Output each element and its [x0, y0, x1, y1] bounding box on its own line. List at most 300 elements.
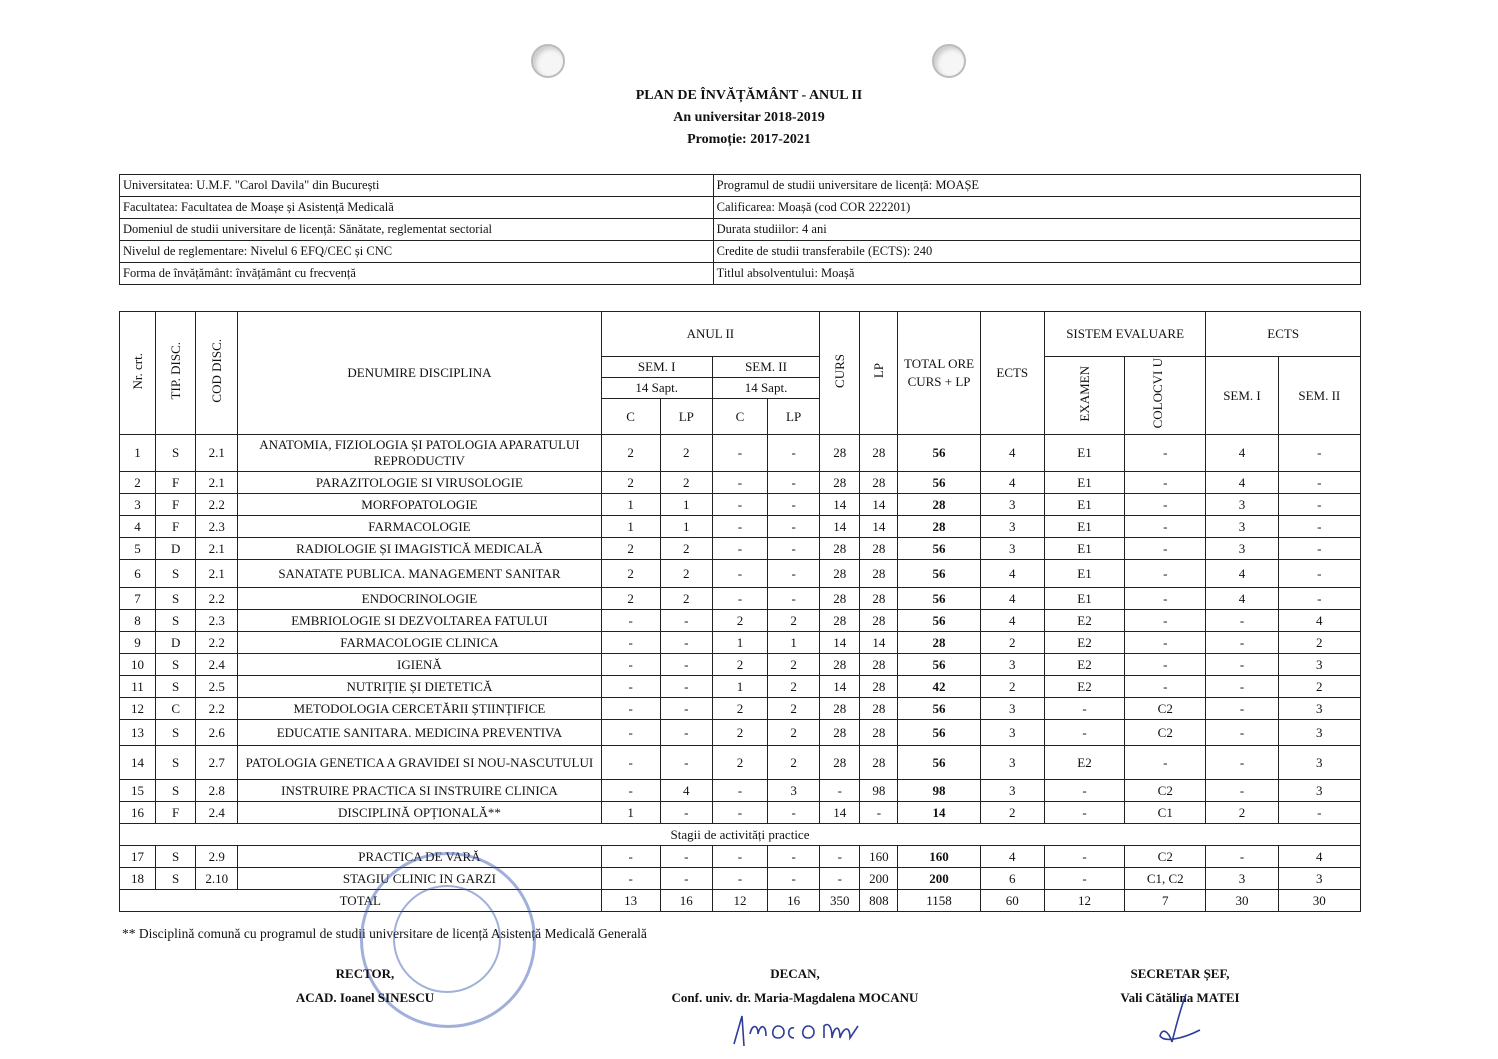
cell-curs: 14	[820, 516, 860, 538]
cell-cod: 2.3	[196, 610, 238, 632]
table-row	[120, 746, 1361, 780]
cell-ects: 4	[980, 472, 1044, 494]
cell-cod: 2.1	[196, 560, 238, 588]
cell-nr: 12	[120, 698, 156, 720]
cell-curs: -	[820, 846, 860, 868]
cell-sem2-c: 2	[712, 654, 767, 676]
cell-lp: 28	[860, 435, 898, 472]
table-row	[120, 676, 1361, 698]
cell-sem1-lp: -	[660, 720, 712, 746]
cell-colocviu: C2	[1125, 698, 1206, 720]
cell-total: 56	[898, 588, 980, 610]
cell-sem2-lp: -	[768, 538, 820, 560]
cell-denumire: ANATOMIA, FIZIOLOGIA ȘI PATOLOGIA APARATULUI REPRODUCTIV	[238, 435, 601, 472]
cell-lp: 28	[860, 654, 898, 676]
cell-sem2-c: 2	[712, 698, 767, 720]
cell-sem2-c: -	[712, 588, 767, 610]
cell-nr: 11	[120, 676, 156, 698]
cell-ects: 3	[980, 780, 1044, 802]
cell-examen: E1	[1044, 516, 1124, 538]
col-ects-sem2: SEM. II	[1278, 357, 1360, 435]
total-cell-curs: 350	[820, 890, 860, 912]
cell-sem2-lp: -	[768, 846, 820, 868]
decan-signature-block	[640, 966, 950, 1006]
cell-colocviu: -	[1125, 610, 1206, 632]
stagii-row	[120, 824, 1361, 846]
cell-sem1-lp: -	[660, 802, 712, 824]
cell-cod: 2.8	[196, 780, 238, 802]
cell-sem1-lp: 1	[660, 516, 712, 538]
cell-sem1-lp: -	[660, 698, 712, 720]
cell-examen: E1	[1044, 472, 1124, 494]
info-row	[120, 241, 1361, 263]
cell-sem2-lp: -	[768, 494, 820, 516]
cell-cod: 2.6	[196, 720, 238, 746]
doc-subtitle-promotion: Promoție: 2017-2021	[687, 132, 811, 147]
cell-ects-sem1: 3	[1206, 868, 1278, 890]
cell-sem2-c: -	[712, 846, 767, 868]
cell-nr: 18	[120, 868, 156, 890]
cell-curs: 28	[820, 435, 860, 472]
cell-lp: 98	[860, 780, 898, 802]
cell-total: 56	[898, 560, 980, 588]
cell-ects-sem2: 4	[1278, 846, 1360, 868]
cell-total: 56	[898, 654, 980, 676]
cell-tip: S	[156, 435, 196, 472]
cell-sem1-c: -	[601, 780, 660, 802]
col-sistem-evaluare: SISTEM EVALUARE	[1044, 312, 1206, 357]
cell-nr: 3	[120, 494, 156, 516]
cell-ects: 3	[980, 516, 1044, 538]
col-denumire: DENUMIRE DISCIPLINA	[238, 312, 601, 435]
cell-sem2-c: -	[712, 538, 767, 560]
rector-title: RECTOR,	[335, 966, 395, 981]
cell-colocviu: -	[1125, 538, 1206, 560]
footnote: ** Disciplină comună cu programul de studii universitare de licență Asistență Medicală Generală	[122, 926, 647, 941]
cell-lp: 14	[860, 632, 898, 654]
cell-colocviu: C1	[1125, 802, 1206, 824]
info-row	[120, 175, 1361, 197]
cell-ects-sem2: 3	[1278, 720, 1360, 746]
table-row	[120, 494, 1361, 516]
col-sem1-lp: LP	[660, 399, 712, 435]
cell-colocviu: -	[1125, 588, 1206, 610]
cell-sem1-lp: -	[660, 868, 712, 890]
cell-nr: 8	[120, 610, 156, 632]
cell-colocviu: -	[1125, 516, 1206, 538]
total-label: TOTAL	[120, 890, 602, 912]
cell-sem1-lp: 1	[660, 494, 712, 516]
cell-ects: 3	[980, 720, 1044, 746]
cell-ects-sem1: 3	[1206, 494, 1278, 516]
cell-sem1-c: -	[601, 676, 660, 698]
cell-cod: 2.7	[196, 746, 238, 780]
table-row	[120, 472, 1361, 494]
cell-sem2-lp: 2	[768, 746, 820, 780]
cell-ects: 3	[980, 746, 1044, 780]
cell-lp: 160	[860, 846, 898, 868]
info-row	[120, 219, 1361, 241]
secretar-name: Vali Cătălina MATEI	[1120, 990, 1240, 1005]
cell-sem1-c: -	[601, 654, 660, 676]
cell-sem2-c: -	[712, 472, 767, 494]
table-row	[120, 516, 1361, 538]
cell-sem1-lp: -	[660, 632, 712, 654]
cell-sem1-c: 2	[601, 538, 660, 560]
table-row	[120, 846, 1361, 868]
cell-sem1-c: -	[601, 632, 660, 654]
cell-sem2-lp: -	[768, 802, 820, 824]
cell-sem2-lp: 3	[768, 780, 820, 802]
cell-sem2-c: -	[712, 516, 767, 538]
cell-cod: 2.10	[196, 868, 238, 890]
cell-ects: 4	[980, 846, 1044, 868]
cell-total: 14	[898, 802, 980, 824]
cell-colocviu: C2	[1125, 720, 1206, 746]
cell-examen: E1	[1044, 538, 1124, 560]
info-right-cell: Calificarea: Moașă (cod COR 222201)	[713, 197, 1360, 219]
cell-nr: 7	[120, 588, 156, 610]
cell-examen: -	[1044, 802, 1124, 824]
punch-hole-right	[932, 44, 966, 78]
cell-cod: 2.3	[196, 516, 238, 538]
cell-cod: 2.1	[196, 435, 238, 472]
cell-denumire: RADIOLOGIE ȘI IMAGISTICĂ MEDICALĂ	[238, 538, 601, 560]
cell-ects-sem1: 4	[1206, 588, 1278, 610]
total-cell-sem2-lp: 16	[768, 890, 820, 912]
cell-denumire: PRACTICA DE VARĂ	[238, 846, 601, 868]
cell-examen: E2	[1044, 746, 1124, 780]
cell-ects-sem2: -	[1278, 435, 1360, 472]
col-nr: Nr. crt.	[120, 312, 156, 435]
cell-ects-sem2: 2	[1278, 676, 1360, 698]
col-sem2-lp: LP	[768, 399, 820, 435]
cell-curs: -	[820, 868, 860, 890]
cell-denumire: FARMACOLOGIE CLINICA	[238, 632, 601, 654]
cell-ects-sem1: -	[1206, 720, 1278, 746]
cell-total: 160	[898, 846, 980, 868]
cell-ects-sem1: -	[1206, 632, 1278, 654]
total-cell-ects-sem1: 30	[1206, 890, 1278, 912]
cell-sem2-lp: 1	[768, 632, 820, 654]
cell-tip: S	[156, 588, 196, 610]
cell-sem1-lp: 2	[660, 435, 712, 472]
cell-ects-sem1: 2	[1206, 802, 1278, 824]
cell-curs: 28	[820, 610, 860, 632]
col-ects-group: ECTS	[1206, 312, 1361, 357]
cell-ects: 4	[980, 560, 1044, 588]
cell-sem2-lp: -	[768, 560, 820, 588]
cell-nr: 13	[120, 720, 156, 746]
cell-curs: 14	[820, 802, 860, 824]
cell-ects-sem1: 3	[1206, 516, 1278, 538]
info-left-cell: Domeniul de studii universitare de licență: Sănătate, reglementat sectorial	[120, 219, 714, 241]
table-row	[120, 802, 1361, 824]
cell-tip: S	[156, 654, 196, 676]
table-row	[120, 868, 1361, 890]
cell-nr: 5	[120, 538, 156, 560]
cell-total: 56	[898, 698, 980, 720]
cell-sem1-c: 1	[601, 516, 660, 538]
info-table	[119, 174, 1361, 285]
cell-cod: 2.2	[196, 698, 238, 720]
cell-nr: 14	[120, 746, 156, 780]
cell-total: 28	[898, 632, 980, 654]
cell-examen: E2	[1044, 632, 1124, 654]
cell-sem1-c: -	[601, 610, 660, 632]
cell-nr: 9	[120, 632, 156, 654]
cell-tip: S	[156, 720, 196, 746]
cell-sem2-lp: 2	[768, 698, 820, 720]
secretar-title: SECRETAR ȘEF,	[1130, 966, 1230, 981]
cell-cod: 2.2	[196, 588, 238, 610]
cell-cod: 2.2	[196, 632, 238, 654]
cell-sem1-lp: 2	[660, 472, 712, 494]
table-row	[120, 588, 1361, 610]
table-row	[120, 560, 1361, 588]
cell-sem2-lp: -	[768, 588, 820, 610]
doc-title: PLAN DE ÎNVĂȚĂMÂNT - ANUL II	[635, 88, 863, 103]
cell-examen: E1	[1044, 588, 1124, 610]
cell-cod: 2.5	[196, 676, 238, 698]
cell-curs: 28	[820, 588, 860, 610]
cell-nr: 10	[120, 654, 156, 676]
col-sem2: SEM. II	[712, 357, 819, 378]
table-row	[120, 538, 1361, 560]
cell-ects-sem2: 3	[1278, 654, 1360, 676]
cell-curs: 28	[820, 720, 860, 746]
info-row	[120, 197, 1361, 219]
cell-sem1-lp: -	[660, 610, 712, 632]
cell-ects-sem1: -	[1206, 676, 1278, 698]
cell-examen: E1	[1044, 435, 1124, 472]
cell-ects-sem2: 3	[1278, 746, 1360, 780]
cell-examen: E2	[1044, 610, 1124, 632]
cell-sem1-c: 2	[601, 435, 660, 472]
info-left-cell: Facultatea: Facultatea de Moașe și Asistență Medicală	[120, 197, 714, 219]
cell-denumire: SANATATE PUBLICA. MANAGEMENT SANITAR	[238, 560, 601, 588]
cell-examen: E1	[1044, 560, 1124, 588]
cell-curs: 28	[820, 746, 860, 780]
cell-curs: 14	[820, 494, 860, 516]
cell-ects-sem2: 4	[1278, 610, 1360, 632]
cell-lp: 14	[860, 516, 898, 538]
table-row	[120, 632, 1361, 654]
cell-cod: 2.4	[196, 654, 238, 676]
decan-name: Conf. univ. dr. Maria-Magdalena MOCANU	[671, 990, 919, 1005]
cell-cod: 2.4	[196, 802, 238, 824]
cell-lp: 28	[860, 560, 898, 588]
cell-ects-sem1: -	[1206, 654, 1278, 676]
cell-denumire: PARAZITOLOGIE SI VIRUSOLOGIE	[238, 472, 601, 494]
cell-total: 98	[898, 780, 980, 802]
cell-ects-sem1: -	[1206, 780, 1278, 802]
cell-ects-sem1: -	[1206, 698, 1278, 720]
total-cell-sem2-c: 12	[712, 890, 767, 912]
cell-denumire: MORFOPATOLOGIE	[238, 494, 601, 516]
cell-tip: F	[156, 494, 196, 516]
cell-sem2-lp: 2	[768, 720, 820, 746]
info-left-cell: Universitatea: U.M.F. "Carol Davila" din București	[120, 175, 714, 197]
cell-sem2-lp: -	[768, 868, 820, 890]
cell-tip: S	[156, 868, 196, 890]
cell-cod: 2.1	[196, 472, 238, 494]
cell-cod: 2.2	[196, 494, 238, 516]
table-row	[120, 435, 1361, 472]
info-left-cell: Forma de învățământ: învățământ cu frecvență	[120, 263, 714, 285]
cell-sem1-lp: 2	[660, 560, 712, 588]
cell-ects-sem1: 3	[1206, 538, 1278, 560]
cell-ects-sem2: -	[1278, 588, 1360, 610]
cell-lp: 28	[860, 746, 898, 780]
table-row	[120, 720, 1361, 746]
info-row	[120, 263, 1361, 285]
cell-sem1-lp: -	[660, 676, 712, 698]
cell-denumire: PATOLOGIA GENETICA A GRAVIDEI SI NOU-NASCUTULUI	[238, 746, 601, 780]
cell-colocviu: -	[1125, 472, 1206, 494]
col-cod: COD DISC.	[196, 312, 238, 435]
cell-lp: 200	[860, 868, 898, 890]
cell-total: 200	[898, 868, 980, 890]
info-right-cell: Credite de studii transferabile (ECTS): 240	[713, 241, 1360, 263]
cell-tip: D	[156, 538, 196, 560]
secretar-handwritten-signature	[1150, 990, 1210, 1050]
punch-hole-left	[531, 44, 565, 78]
cell-ects-sem2: -	[1278, 494, 1360, 516]
cell-sem1-lp: -	[660, 654, 712, 676]
cell-ects: 6	[980, 868, 1044, 890]
col-ects: ECTS	[980, 312, 1044, 435]
cell-curs: -	[820, 780, 860, 802]
total-cell-ects-sem2: 30	[1278, 890, 1360, 912]
cell-total: 56	[898, 720, 980, 746]
cell-total: 56	[898, 435, 980, 472]
cell-nr: 2	[120, 472, 156, 494]
col-colocviu: COLOCVI U	[1125, 357, 1206, 435]
cell-tip: F	[156, 516, 196, 538]
cell-nr: 6	[120, 560, 156, 588]
curriculum-table	[119, 311, 1361, 912]
cell-lp: 28	[860, 472, 898, 494]
cell-total: 42	[898, 676, 980, 698]
cell-lp: 14	[860, 494, 898, 516]
info-right-cell: Titlul absolventului: Moașă	[713, 263, 1360, 285]
stagii-label: Stagii de activități practice	[120, 824, 1361, 846]
cell-sem1-lp: 2	[660, 588, 712, 610]
total-cell-sem1-c: 13	[601, 890, 660, 912]
info-right-cell: Programul de studii universitare de licență: MOAȘE	[713, 175, 1360, 197]
rector-name: ACAD. Ioanel SINESCU	[295, 990, 435, 1005]
cell-tip: D	[156, 632, 196, 654]
cell-ects-sem2: 2	[1278, 632, 1360, 654]
total-cell-sem1-lp: 16	[660, 890, 712, 912]
cell-sem1-c: -	[601, 746, 660, 780]
cell-ects: 4	[980, 610, 1044, 632]
cell-colocviu: -	[1125, 560, 1206, 588]
col-sem1-c: C	[601, 399, 660, 435]
cell-ects-sem2: -	[1278, 516, 1360, 538]
cell-colocviu: -	[1125, 632, 1206, 654]
cell-ects: 3	[980, 538, 1044, 560]
cell-lp: 28	[860, 538, 898, 560]
cell-nr: 17	[120, 846, 156, 868]
cell-sem2-lp: -	[768, 472, 820, 494]
cell-ects-sem2: 3	[1278, 698, 1360, 720]
cell-sem2-c: -	[712, 868, 767, 890]
cell-tip: F	[156, 472, 196, 494]
info-left-cell: Nivelul de reglementare: Nivelul 6 EFQ/CEC și CNC	[120, 241, 714, 263]
table-row	[120, 654, 1361, 676]
cell-denumire: METODOLOGIA CERCETĂRII ȘTIINȚIFICE	[238, 698, 601, 720]
col-sapt2: 14 Sapt.	[712, 378, 819, 399]
cell-sem2-c: 2	[712, 720, 767, 746]
info-right-cell: Durata studiilor: 4 ani	[713, 219, 1360, 241]
cell-ects-sem2: -	[1278, 802, 1360, 824]
cell-curs: 14	[820, 632, 860, 654]
cell-sem2-c: -	[712, 494, 767, 516]
cell-ects-sem2: -	[1278, 472, 1360, 494]
col-curs: CURS	[820, 312, 860, 435]
cell-sem1-c: 1	[601, 802, 660, 824]
col-lp-total: LP	[860, 312, 898, 435]
cell-curs: 28	[820, 654, 860, 676]
cell-tip: C	[156, 698, 196, 720]
cell-sem1-c: 1	[601, 494, 660, 516]
cell-examen: -	[1044, 868, 1124, 890]
cell-total: 56	[898, 472, 980, 494]
cell-nr: 16	[120, 802, 156, 824]
cell-ects-sem1: -	[1206, 846, 1278, 868]
cell-lp: 28	[860, 720, 898, 746]
decan-title: DECAN,	[770, 966, 820, 981]
total-cell-ects: 60	[980, 890, 1044, 912]
cell-sem1-c: -	[601, 698, 660, 720]
cell-nr: 1	[120, 435, 156, 472]
cell-tip: S	[156, 846, 196, 868]
cell-nr: 15	[120, 780, 156, 802]
cell-examen: -	[1044, 698, 1124, 720]
cell-lp: 28	[860, 588, 898, 610]
cell-sem1-c: -	[601, 720, 660, 746]
cell-sem1-lp: 2	[660, 538, 712, 560]
cell-curs: 28	[820, 472, 860, 494]
cell-lp: 28	[860, 676, 898, 698]
cell-ects-sem2: 3	[1278, 868, 1360, 890]
cell-colocviu: -	[1125, 654, 1206, 676]
cell-colocviu: -	[1125, 494, 1206, 516]
cell-denumire: ENDOCRINOLOGIE	[238, 588, 601, 610]
col-examen: EXAMEN	[1044, 357, 1124, 435]
decan-handwritten-signature	[728, 1004, 888, 1054]
cell-denumire: FARMACOLOGIE	[238, 516, 601, 538]
cell-cod: 2.1	[196, 538, 238, 560]
cell-examen: E2	[1044, 676, 1124, 698]
cell-lp: 28	[860, 698, 898, 720]
total-cell-lp: 808	[860, 890, 898, 912]
cell-lp: 28	[860, 610, 898, 632]
rector-signature-block	[270, 966, 460, 1006]
cell-sem2-lp: 2	[768, 676, 820, 698]
cell-sem2-c: 2	[712, 746, 767, 780]
cell-sem1-c: 2	[601, 560, 660, 588]
cell-ects: 2	[980, 676, 1044, 698]
cell-denumire: DISCIPLINĂ OPȚIONALĂ**	[238, 802, 601, 824]
cell-colocviu: -	[1125, 746, 1206, 780]
cell-total: 28	[898, 516, 980, 538]
cell-total: 56	[898, 538, 980, 560]
cell-tip: S	[156, 560, 196, 588]
table-row	[120, 698, 1361, 720]
